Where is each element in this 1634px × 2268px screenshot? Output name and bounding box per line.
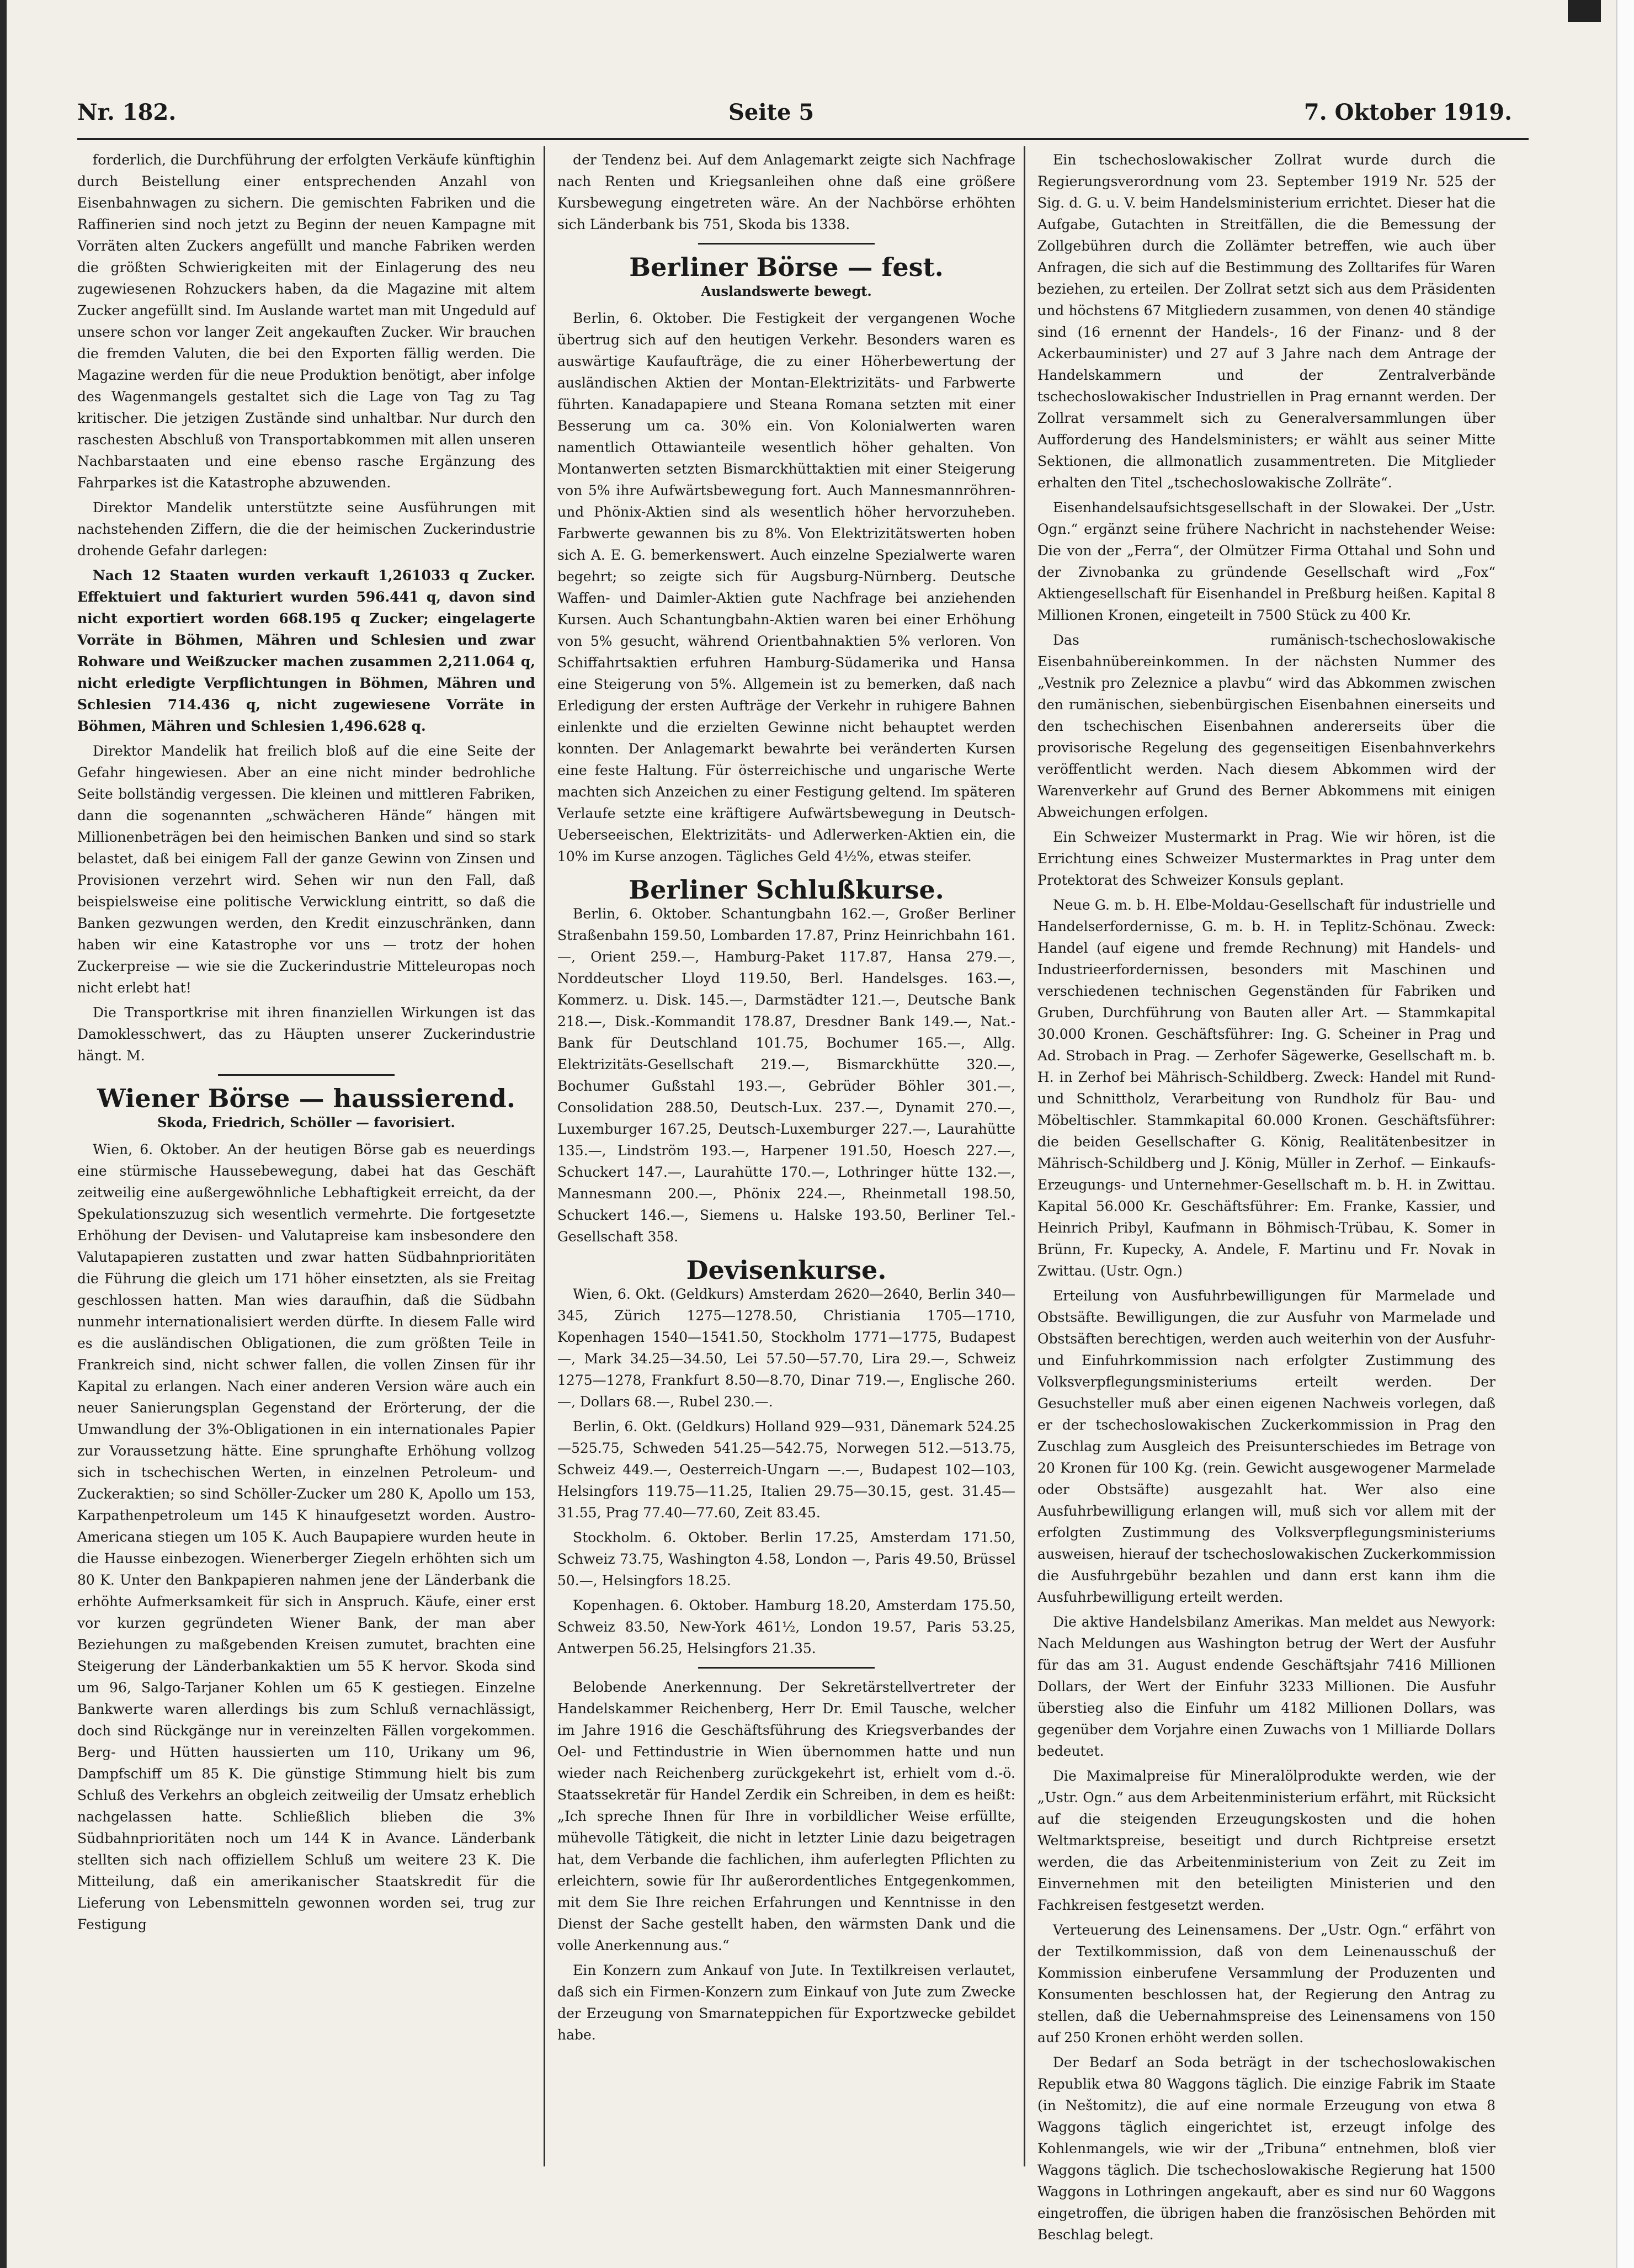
subheadline: Skoda, Friedrich, Schöller — favorisiert. (157, 1114, 455, 1130)
article-text: Wien, 6. Oktober. An der heutigen Börse gab es neuerdings eine stürmische Haussebewegung, dabei hat das Geschäft zeitweilig eine außergewöhnliche Lebhaftigkeit erreicht, da der Spekulationszuzug sich wesentlich vermehrte. Die fortgesetzte Erhöhung der Devisen- und Valutapreise kam insbesondere den Valutapapieren zustatten und zwar hatten Südbahnprioritäten die Führung die gleich um 171 höher einsetzten, als sie Freitag geschlossen hatten. Man wies daraufhin, daß die Südbahn nunmehr internationalisiert werden dürfte. In diesem Falle wird es die ausländischen Obligationen, die zum größten Teile in Frankreich sind, nicht schwer fallen, die vollen Zinsen für ihr Kapital zu erlangen. Nach einer anderen Version wäre auch ein neuer Sanierungsplan Gegenstand der Erörterung, der die Umwandlung der 3%-Obligationen in ein internationales Papier zur Voraussetzung hätte. Eine sprunghafte Erhöhung vollzog sich in tschechischen Werten, in einzelnen Petroleum- und Zuckeraktien; so sind Schöller-Zucker um 280 K, Apollo um 153, Karpathenpetroleum um 145 K hinaufgesetzt worden. Austro-Americana stiegen um 105 K. Auch Baupapiere wurden heute in die Hausse einbezogen. Wienerberger Ziegeln erhöhten sich um 80 K. Unter den Bankpapieren nahmen jene der Länderbank die erhöhte Aufmerksamkeit für sich in Anspruch. Käufe, einer erst vor kurzen gegründeten Wiener Bank, der man aber Beziehungen zu maßgebenden Kreisen zumutet, brachten eine Steigerung der Länderbankaktien um 55 K hervor. Skoda sind um 96, Salgo-Tarjaner Kohlen um 65 K gestiegen. Einzelne Bankwerte waren allerdings bis zum Schluß vernachlässigt, doch sind Rückgänge nur in vereinzelten Fällen vorgekommen. Berg- und Hütten haussierten um 110, Urikany um 96, Dampfschiff um 85 K. Die günstige Stimmung hielt bis zum Schluß des Verkehrs an obgleich zeitweilig der Umsatz erheblich nachgelassen hatte. Schließlich blieben die 3% Südbahnprioritäten noch um 144 K in Avance. Länderbank stellten sich nach offiziellem Schluß um weitere 23 K. Die Mitteilung, daß ein amerikanischer Staatskredit für die Lieferung von Lebensmitteln gewonnen worden sei, trug zur Festigung (77, 1141, 535, 1932)
column-3 (1037, 149, 1495, 2243)
section-rule (698, 243, 875, 245)
headline-schlusskurse: Berliner Schlußkurse. (629, 875, 944, 905)
headline-wiener-boerse: Wiener Börse — haussierend. (97, 1083, 515, 1113)
issue-number: Nr. 182. (77, 99, 177, 125)
article-text: Die Transportkrise mit ihren finanziellen Wirkungen ist das Damoklesschwert, das zu Häupten unserer Zuckerindustrie hängt. M. (77, 1005, 535, 1064)
article-text: Berlin, 6. Oktober. Die Festigkeit der vergangenen Woche übertrug sich auf den heutigen Verkehr. Besonders waren es auswärtige Kaufaufträge, die zu einer Höherbewertung der ausländischen Aktien der Montan-Elektrizitäts- und Farbwerte führten. Kanadapapiere und Steana Romana setzten mit einer Besserung um ca. 30% ein. Von Kolonialwerten waren namentlich Ottawianteile wesentlich höher gehalten. Von Montanwerten setzten Bismarckhüttaktien mit einer Steigerung von 5% ihre Aufwärtsbewegung fort. Auch Mannesmannröhren- und Phönix-Aktien sind als wesentlich höher hervorzuheben. Farbwerte gewannen bis zu 8%. Von Elektrizitätswerten hoben sich A. E. G. bemerkenswert. Auch einzelne Spezialwerte waren begehrt; so zeigte sich für Augsburg-Nürnberg. Deutsche Waffen- und Daimler-Aktien gute Nachfrage bei anziehenden Kursen. Auch Schantungbahn-Aktien waren bei einer Erhöhung von 5% gesucht, während Orientbahnaktien 5% verloren. Von Schiffahrtsaktien erfuhren Hamburg-Südamerika und Hansa eine Steigerung von 5%. Allgemein ist zu bemerken, daß nach Erledigung der ersten Aufträge der Verkehr in ruhigere Bahnen einlenkte und die erzielten Gewinne nicht behauptet werden konnten. Der Anlagemarkt bewahrte bei veränderten Kursen eine feste Haltung. Für österreichische und ungarische Werte machten sich Anzeichen zu einer Festigung geltend. Im späteren Verlaufe setzte eine kräftigere Aufwärtsbewegung in Deutsch-Ueberseeischen, Elektrizitäts- und Adlerwerken-Aktien ein, die 10% im Kurse anzogen. Tägliches Geld 4½%, etwas steifer. (557, 310, 1015, 864)
article-text: forderlich, die Durchführung der erfolgten Verkäufe künftighin durch Beistellung einer entsprechenden Anzahl von Eisenbahnwagen zu sichern. Die gemischten Fabriken und die Raffinerien sind noch jetzt zu Beginn der neuen Kampagne mit Vorräten alten Zuckers angefüllt und manche Fabriken werden die größten Schwierigkeiten mit der Einlagerung des neu zugewiesenen Rohzuckers haben, da die Magazine mit altem Zucker angefüllt sind. Im Auslande wartet man mit Ungeduld auf unsere schon vor langer Zeit angekauften Zucker. Wir brauchen die fremden Valuten, die bei den Exporten fällig werden. Die Magazine werden für die neue Produktion benötigt, aber infolge des Wagenmangels gestaltet sich die Lage von Tag zu Tag kritischer. Die jetzigen Zustände sind unhaltbar. Nur durch den raschesten Abschluß von Transportabkommen mit allen unseren Nachbarstaaten und eine ebenso rasche Ergänzung des Fahrparkes ist die Katastrophe abzuwenden. (77, 152, 535, 491)
column-2 (557, 149, 1015, 2043)
news-item: Ein tschechoslowakischer Zollrat wurde durch die Regierungsverordnung vom 23. September 1919 Nr. 525 der Sig. d. G. u. V. beim Handelsministerium errichtet. Dieser hat die Aufgabe, Gutachten in Streitfällen, die die Bemessung der Zollgebühren durch die Zollämter betreffen, wie auch über Anfragen, die sich auf die Bestimmung des Zolltarifes für Waren beziehen, zu erteilen. Der Zollrat setzt sich aus dem Präsidenten und höchstens 67 Mitgliedern zusammen, von denen 40 ständige sind (16 ernennt der Handels-, 16 der Finanz- und 8 der Ackerbauminister) und 27 auf 3 Jahre nach dem Antrage der Handelskammern und der Zentralverbände tschechoslowakischer Industriellen in Prag ernannt werden. Der Zollrat versammelt sich zu Generalversammlungen über Aufforderung des Handelsministers; er wählt aus seiner Mitte Sektionen, die allmonatlich zusammentreten. Die Mitglieder erhalten den Titel „tschechoslowakische Zollräte“. (1037, 152, 1495, 491)
article-text: der Tendenz bei. Auf dem Anlagemarkt zeigte sich Nachfrage nach Renten und Kriegsanleihen ohne daß eine größere Kursbewegung eingetreten wäre. An der Nachbörse erhöhten sich Länderbank bis 751, Skoda bis 1338. (557, 152, 1015, 232)
scan-left-edge (0, 0, 7, 2268)
page-header (77, 99, 1512, 132)
news-item: Belobende Anerkennung. Der Sekretärstellvertreter der Handelskammer Reichenberg, Herr Dr. Emil Tausche, welcher im Jahre 1916 die Geschäftsführung des Kriegsverbandes der Oel- und Fettindustrie in Wien übernommen hatte und nun wieder nach Reichenberg zurückgekehrt ist, erhielt vom d.-ö. Staatssekretär für Handel Zerdik ein Schreiben, in dem es heißt: „Ich spreche Ihnen für Ihre in vorbildlicher Weise erfüllte, mühevolle Tätigkeit, die nicht in letzter Linie dazu beigetragen hat, dem Verbande die fachlichen, ihm auferlegten Pflichten zu erleichtern, sowie für Ihr außerordentliches Entgegenkommen, mit dem Sie Ihre reichen Erfahrungen und Kenntnisse in den Dienst der Sache gestellt haben, den wärmsten Dank und die volle Anerkennung aus.“ (557, 1679, 1015, 1953)
news-item: Erteilung von Ausfuhrbewilligungen für Marmelade und Obstsäfte. Bewilligungen, die zur Ausfuhr von Marmelade und Obstsäften berechtigen, werden auch weiterhin von der Ausfuhr- und Einfuhrkommission nach erfolgter Zustimmung des Volksverpflegungsministeriums erteilt werden. Der Gesuchsteller muß aber einen eigenen Nachweis vorlegen, daß er der tschechoslowakischen Zuckerkommission in Prag den Zuschlag zum Ausgleich des Preisunterschiedes im Betrage von 20 Kronen für 100 Kg. (rein. Gewicht ausgewogener Marmelade oder Obstsäfte) ausgezahlt hat. Wer also eine Ausfuhrbewilligung erlangen will, muß sich vor allem mit der erfolgten Zustimmung des Volksverpflegungsministeriums ausweisen, hierauf der tschechoslowakischen Zuckerkommission die Ausfuhrgebühr bezahlen und dann erst kann ihm die Ausfuhrbewilligung erteilt werden. (1037, 1288, 1495, 1605)
price-list: Berlin, 6. Oktober. Schantungbahn 162.—, Großer Berliner Straßenbahn 159.50, Lombarden 17.87, Prinz Heinrichbahn 161.—, Orient 259.—, Hamburg-Paket 117.87, Hansa 279.—, Norddeutscher Lloyd 119.50, Berl. Handelsges. 163.—, Kommerz. u. Disk. 145.—, Darmstädter 121.—, Deutsche Bank 218.—, Disk.-Kommandit 178.87, Dresdner Bank 149.—, Nat.-Bank für Deutschland 101.75, Bochumer 165.—, Allg. Elektrizitäts-Gesellschaft 219.—, Bismarckhütte 320.—, Bochumer Gußstahl 193.—, Gebrüder Böhler 301.—, Consolidation 288.50, Deutsch-Lux. 237.—, Dynamit 270.—, Luxemburger 167.25, Deutsch-Luxemburger 227.—, Laurahütte 135.—, Lindström 193.—, Harpener 191.50, Hoesch 227.—, Schuckert 147.—, Laurahütte 170.—, Lothringer hütte 132.—, Mannesmann 200.—, Phönix 224.—, Rheinmetall 198.50, Schuckert 146.—, Siemens u. Halske 193.50, Berliner Tel.-Gesellschaft 358. (557, 906, 1015, 1245)
figures-paragraph: Nach 12 Staaten wurden verkauft 1,261033 q Zucker. Effektuiert und fakturiert wurden 596.441 q, davon sind nicht exportiert worden 668.195 q Zucker; eingelagerte Vorräte in Böhmen, Mähren und Schlesien und zwar Rohware und Weißzucker machen zusammen 2,211.064 q, nicht erledigte Verpflichtungen in Böhmen, Mähren und Schlesien 714.436 q, nicht zugewiesene Vorräte in Böhmen, Mähren und Schlesien 1,496.628 q. (77, 567, 535, 734)
headline-devisenkurse: Devisenkurse. (686, 1255, 887, 1285)
subheadline: Auslandswerte bewegt. (701, 283, 872, 299)
article-text: Direktor Mandelik unterstützte seine Ausführungen mit nachstehenden Ziffern, die die der heimischen Zuckerindustrie drohende Gefahr darlegen: (77, 500, 535, 559)
column-1 (77, 149, 535, 2158)
news-item: Die aktive Handelsbilanz Amerikas. Man meldet aus Newyork: Nach Meldungen aus Washington betrug der Wert der Ausfuhr für das am 31. August endende Geschäftsjahr 7416 Millionen Dollars, der Wert der Einfuhr 3233 Millionen. Die Ausfuhr überstieg also die Einfuhr um 4182 Millionen Dollars, was gegenüber dem Vorjahre einen Zuwachs von 1 Milliarde Dollars bedeutet. (1037, 1614, 1495, 1759)
news-item: Neue G. m. b. H. Elbe-Moldau-Gesellschaft für industrielle und Handelserfordernisse, G. m. b. H. in Teplitz-Schönau. Zweck: Handel (auf eigene und fremde Rechnung) mit Handels- und Industrieerfordernissen, besonders mit Maschinen und verschiedenen technischen Gegenständen für Fabriken und Gruben, Durchführung von Bauten aller Art. — Stammkapital 30.000 Kronen. Geschäftsführer: Ing. G. Scheiner in Prag und Ad. Strobach in Prag. — Zerhofer Sägewerke, Gesellschaft m. b. H. in Zerhof bei Mährisch-Schildberg. Zweck: Handel mit Rund- und Schnittholz, Verarbeitung von Rundholz für Bau- und Möbeltischler. Stammkapital 60.000 Kronen. Geschäftsführer: die beiden Gesellschafter G. König, Realitätenbesitzer in Mährisch-Schildberg und J. König, Müller in Zerhof. — Einkaufs-Erzeugungs- und Unternehmer-Gesellschaft m. b. H. in Zwittau. Kapital 56.000 Kr. Geschäftsführer: Em. Franke, Kassier, und Heinrich Pribyl, Kaufmann in Böhmisch-Trübau, K. Somer in Brünn, Fr. Kupecky, A. Andele, F. Martinu und Fr. Novak in Zwittau. (Ustr. Ogn.) (1037, 897, 1495, 1279)
news-item: Ein Konzern zum Ankauf von Jute. In Textilkreisen verlautet, daß sich ein Firmen-Konzern zum Einkauf von Jute zum Zwecke der Erzeugung von Smarnateppichen für Exportzwecke gebildet habe. (557, 1962, 1015, 2043)
price-list: Berlin, 6. Okt. (Geldkurs) Holland 929—931, Dänemark 524.25—525.75, Schweden 541.25—542.75, Norwegen 512.—513.75, Schweiz 449.—, Oesterreich-Ungarn —.—, Budapest 102—103, Helsingfors 119.75—11.25, Italien 29.75—30.15, gest. 31.45—31.55, Prag 77.40—77.60, Zeit 83.45. (557, 1419, 1015, 1521)
news-item: Das rumänisch-tschechoslowakische Eisenbahnübereinkommen. In der nächsten Nummer des „Vestnik pro Zeleznice a plavbu“ wird das Abkommen zwischen den rumänischen, siebenbürgischen Eisenbahnen einerseits und den tschechischen Eisenbahnen andererseits über die provisorische Regelung des gegenseitigen Eisenbahnverkehrs veröffentlicht werden. Nach diesem Abkommen wird der Warenverkehr auf Grund des Berner Abkommens mit einigen Abweichungen erfolgen. (1037, 632, 1495, 820)
section-rule (698, 1667, 875, 1669)
header-rule (77, 138, 1529, 140)
page-number: Seite 5 (728, 99, 815, 125)
price-list: Wien, 6. Okt. (Geldkurs) Amsterdam 2620—2640, Berlin 340—345, Zürich 1275—1278.50, Christiania 1705—1710, Kopenhagen 1540—1541.50, Stockholm 1771—1775, Budapest —, Mark 34.25—34.50, Lei 57.50—57.70, Lira 29.—, Schweiz 1275—1278, Frankfurt 8.50—8.70, Dinar 719.—, Englische 260.—, Dollars 68.—, Rubel 230.—. (557, 1286, 1015, 1410)
price-list: Stockholm. 6. Oktober. Berlin 17.25, Amsterdam 171.50, Schweiz 73.75, Washington 4.58, London —, Paris 49.50, Brüssel 50.—, Helsingfors 18.25. (557, 1529, 1015, 1589)
news-item: Verteuerung des Leinensamens. Der „Ustr. Ogn.“ erfährt von der Textilkommission, daß von dem Leinenausschuß der Kommission einberufene Versammlung der Produzenten und Konsumenten beschlossen hat, der Regierung den Antrag zu stellen, daß die Uebernahmspreise des Leinensamens von 150 auf 250 Kronen erhöht werden sollen. (1037, 1922, 1495, 2046)
column-divider-2 (1024, 146, 1025, 2166)
issue-date: 7. Oktober 1919. (1303, 99, 1512, 125)
price-list: Kopenhagen. 6. Oktober. Hamburg 18.20, Amsterdam 175.50, Schweiz 83.50, New-York 461½, London 19.57, Paris 53.25, Antwerpen 56.25, Helsingfors 21.35. (557, 1597, 1015, 1656)
news-item: Die Maximalpreise für Mineralölprodukte werden, wie der „Ustr. Ogn.“ aus dem Arbeitenministerium erfährt, mit Rücksicht auf die steigenden Erzeugungskosten und die hohen Weltmarktspreise, beseitigt und durch Richtpreise ersetzt werden, die das Arbeitenministerium von Zeit zu Zeit im Einvernehmen mit den beteiligten Ministerien und den Fachkreisen festgesetzt werden. (1037, 1768, 1495, 1913)
section-rule (218, 1074, 395, 1076)
news-item: Eisenhandelsaufsichtsgesellschaft in der Slowakei. Der „Ustr. Ogn.“ ergänzt seine frühere Nachricht in nachstehender Weise: Die von der „Ferra“, der Olmützer Firma Ottahal und Sohn und der Zivnobanka zu gründende Gesellschaft wird „Fox“ Aktiengesellschaft für Eisenhandel in Preßburg heißen. Kapital 8 Millionen Kronen, eingeteilt in 7500 Stück zu 400 Kr. (1037, 500, 1495, 623)
article-text: Direktor Mandelik hat freilich bloß auf die eine Seite der Gefahr hingewiesen. Aber an eine nicht minder bedrohliche Seite bollständig vergessen. Die kleinen und mittleren Fabriken, dann die sogenannten „schwächeren Hände“ hängen mit Millionenbeträgen bei den heimischen Banken und sind so stark belastet, daß bei einigem Fall der ganze Gewinn von Zinsen und Provisionen verzehrt wird. Sehen wir nun den Fall, daß beispielsweise eine politische Verwicklung eintritt, so daß die Banken gezwungen werden, den Kredit einzuschränken, dann haben wir eine Katastrophe vor uns — trotz der hohen Zuckerpreise — wie sie die Zuckerindustrie Mitteleuropas noch nicht erlebt hat! (77, 743, 535, 996)
headline-berliner-boerse: Berliner Börse — fest. (629, 252, 944, 282)
scan-corner-mark (1568, 0, 1601, 22)
news-item: Der Bedarf an Soda beträgt in der tschechoslowakischen Republik etwa 80 Waggons täglich. Die einzige Fabrik im Staate (in Neštomitz), die auf eine normale Erzeugung von etwa 8 Waggons täglich eingerichtet ist, erzeugt infolge des Kohlenmangels, wie wir der „Tribuna“ entnehmen, bloß vier Waggons täglich. Die tschechoslowakische Regierung hat 1500 Waggons in Lothringen angekauft, aber es sind nur 60 Waggons eingetroffen, die übrigen haben die französischen Behörden mit Beschlag belegt. (1037, 2054, 1495, 2243)
news-item: Ein Schweizer Mustermarkt in Prag. Wie wir hören, ist die Errichtung eines Schweizer Mustermarktes in Prag unter dem Protektorat des Schweizer Konsuls geplant. (1037, 829, 1495, 888)
column-divider-1 (544, 146, 545, 2166)
scan-right-margin (1616, 0, 1634, 2268)
